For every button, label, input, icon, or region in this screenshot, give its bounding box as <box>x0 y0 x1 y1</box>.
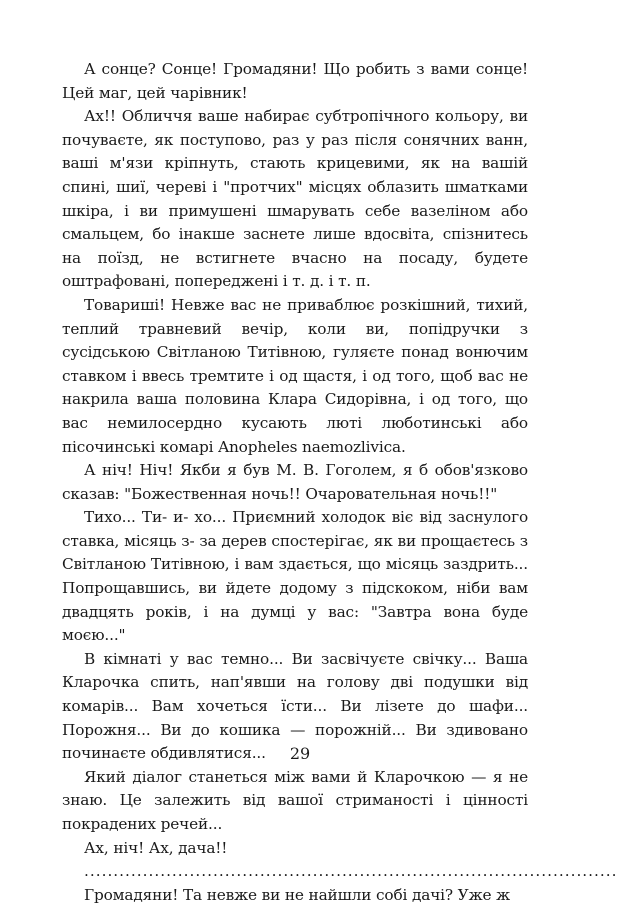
paragraph-comrades: Товариші! Невже вас не приваблює розкішний, тихий, теплий травневий вечір, коли ви, попідручки з сусідською Світланою Титівною, гуляєте понад вонючим ставком і ввесь тремтите і од щастя, і од того, щоб вас не накрила ваша половина Клара Сидорівна, і од того, що вас немилосердно кусають люті люботинські або пісочинські комарі Anopheles naemozlivica. <box>62 295 528 456</box>
paragraph-dialog: Який діалог станеться між вами й Кларочкою — я не знаю. Це залежить від вашої стриманості і цінності покрадених речей... <box>62 767 528 833</box>
paragraph-face: Ах!! Обличчя ваше набирає субтропічного кольору, ви почуваєте, як поступово, раз у раз після сонячних ванн, ваші м'язи кріпнуть, стають крицевими, як на вашій спині, шиї, череві і "протчих" місцях облазить шматками шкіра, і ви примушені шмарувать себе вазеліном або смальцем, бо інакше заснете лише вдосвіта, спізнитесь на поїзд, не встигнете вчасно на посаду, будете оштрафовані, попереджені і т. д. і т. п. <box>62 107 528 291</box>
body-text <box>62 58 617 907</box>
paragraph-citizens: Громадяни! Та невже ви не найшли собі дачі? Уже ж <box>84 885 511 904</box>
paragraph-night: А ніч! Ніч! Якби я був М. В. Гоголем, я б обов'язково сказав: "Божественная ночь!! Очаровательная ночь!!" <box>62 461 528 503</box>
page-number: 29 <box>289 744 311 763</box>
paragraph-room: В кімнаті у вас темно... Ви засвічуєте свічку... Ваша Кларочка спить, нап'явши на голову дві подушки від комарів... Вам хочеться їсти... Ви лізете до шафи... Порожня... Ви до кошика — порожній... Ви здивовано починаєте обдивлятися... <box>62 649 528 763</box>
paragraph-dacha: Ах, ніч! Ах, дача!! <box>84 838 228 857</box>
paragraph-quiet: Тихо... Ти- и- хо... Приємний холодок віє від заснулого ставка, місяць з- за дерев спостерігає, як ви прощаєтесь з Світланою Титівною, і вам здається, що місяць заздрить... Попрощавшись, ви йдете додому з підскоком, ніби вам двадцять років, і на думці у вас: "Завтра вона буде моєю..." <box>62 508 528 645</box>
dotted-separator: ........................................................................................... <box>84 862 617 881</box>
paragraph-sun: А сонце? Сонце! Громадяни! Що робить з вами сонце! Цей маг, цей чарівник! <box>62 60 528 102</box>
